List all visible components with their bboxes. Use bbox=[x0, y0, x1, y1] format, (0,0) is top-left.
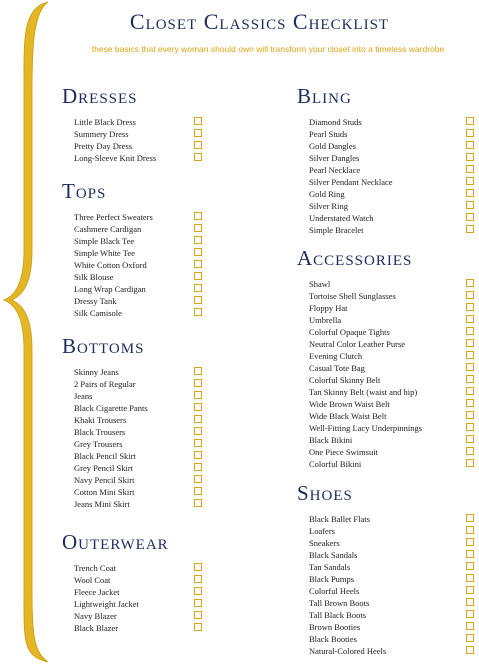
section-outerwear bbox=[62, 529, 169, 634]
checkbox[interactable] bbox=[466, 189, 474, 197]
checklist-item-label: Gold Ring bbox=[309, 189, 345, 199]
checkbox[interactable] bbox=[194, 499, 202, 507]
checkbox[interactable] bbox=[194, 415, 202, 423]
checkbox[interactable] bbox=[466, 315, 474, 323]
page-title: Closet Classics Checklist bbox=[129, 9, 390, 34]
checkbox[interactable] bbox=[466, 339, 474, 347]
checklist-item bbox=[62, 152, 156, 164]
checkbox[interactable] bbox=[466, 153, 474, 161]
checklist-item-label: Summery Dress bbox=[74, 129, 129, 139]
checklist-item bbox=[62, 366, 148, 378]
checklist-item-label: Fleece Jacket bbox=[74, 587, 120, 597]
checkbox[interactable] bbox=[466, 622, 474, 630]
checklist-item bbox=[297, 128, 393, 140]
checklist-item-label: Pretty Day Dress bbox=[74, 141, 133, 151]
checkbox[interactable] bbox=[466, 201, 474, 209]
checkbox[interactable] bbox=[466, 225, 474, 233]
checklist-item-label: White Cotton Oxford bbox=[74, 260, 147, 270]
checklist-item bbox=[62, 438, 148, 450]
checklist-item bbox=[62, 211, 153, 223]
checklist-item bbox=[62, 426, 148, 438]
checklist-item bbox=[62, 295, 153, 307]
checkbox[interactable] bbox=[194, 451, 202, 459]
checkbox[interactable] bbox=[466, 574, 474, 582]
checklist-item-label: Tall Black Boots bbox=[309, 610, 367, 620]
section-title-bottoms: Bottoms bbox=[62, 334, 145, 358]
checklist-item bbox=[297, 278, 422, 290]
checklist-item-label: Black Pencil Skirt bbox=[74, 451, 136, 461]
checklist-item bbox=[297, 374, 422, 386]
checklist-item bbox=[297, 398, 422, 410]
checkbox[interactable] bbox=[466, 447, 474, 455]
checkbox[interactable] bbox=[194, 236, 202, 244]
checklist-item bbox=[62, 474, 148, 486]
checklist-item-label: Three Perfect Sweaters bbox=[74, 212, 153, 222]
checklist-item-label: Brown Booties bbox=[309, 622, 361, 632]
checklist-item-label: Black Ballet Flats bbox=[309, 514, 370, 524]
checkbox[interactable] bbox=[194, 153, 202, 161]
checklist-item bbox=[297, 645, 386, 657]
checkbox[interactable] bbox=[466, 423, 474, 431]
checklist-item-label: Gold Dangles bbox=[309, 141, 356, 151]
checklist-item-label: Tortoise Shell Sunglasses bbox=[309, 291, 396, 301]
checklist-item bbox=[297, 458, 422, 470]
checkbox[interactable] bbox=[466, 646, 474, 654]
checklist-item-label: Black Sandals bbox=[309, 550, 358, 560]
checklist-item bbox=[297, 422, 422, 434]
checkbox[interactable] bbox=[194, 212, 202, 220]
checklist-item bbox=[62, 598, 169, 610]
checkbox[interactable] bbox=[466, 213, 474, 221]
checklist-item-label: Colorful Bikini bbox=[309, 459, 362, 469]
section-title-accessories: Accessories bbox=[297, 246, 413, 270]
checklist-item bbox=[62, 235, 153, 247]
checkbox[interactable] bbox=[466, 165, 474, 173]
checkbox[interactable] bbox=[194, 224, 202, 232]
checklist-item-label: Cotton Mini Skirt bbox=[74, 487, 135, 497]
checklist-item bbox=[62, 390, 148, 402]
section-title-tops: Tops bbox=[62, 179, 107, 203]
checklist-item bbox=[62, 486, 148, 498]
checkbox[interactable] bbox=[466, 141, 474, 149]
checklist-item bbox=[62, 307, 153, 319]
checklist-item-label: Silver Pendant Necklace bbox=[309, 177, 393, 187]
checklist-item-label: Casual Tote Bag bbox=[309, 363, 365, 373]
section-dresses bbox=[62, 83, 156, 164]
checklist-item-label: Wool Coat bbox=[74, 575, 111, 585]
checkbox[interactable] bbox=[466, 327, 474, 335]
checklist-item bbox=[297, 537, 386, 549]
checklist-item bbox=[297, 633, 386, 645]
checklist-item-label: Tan Sandals bbox=[309, 562, 351, 572]
checklist-item bbox=[297, 609, 386, 621]
checklist-item bbox=[62, 402, 148, 414]
checkbox[interactable] bbox=[194, 599, 202, 607]
checkbox[interactable] bbox=[194, 308, 202, 316]
checklist-item-label: Little Black Dress bbox=[74, 117, 136, 127]
checkbox[interactable] bbox=[466, 538, 474, 546]
checklist-bottoms bbox=[62, 366, 148, 510]
checklist-item-label: Black Blazer bbox=[74, 623, 119, 633]
checklist-item bbox=[297, 446, 422, 458]
checklist-dresses bbox=[62, 116, 156, 164]
checklist-item bbox=[62, 259, 153, 271]
section-accessories bbox=[297, 245, 422, 470]
checklist-item-label: Simple White Tee bbox=[74, 248, 135, 258]
checklist-item-label: Khaki Trousers bbox=[74, 415, 127, 425]
checkbox[interactable] bbox=[466, 177, 474, 185]
checklist-item bbox=[62, 562, 169, 574]
checklist-item-label: Colorful Skinny Belt bbox=[309, 375, 381, 385]
checklist-item bbox=[297, 525, 386, 537]
checkbox[interactable] bbox=[194, 611, 202, 619]
checkbox[interactable] bbox=[466, 411, 474, 419]
checklist-item bbox=[297, 573, 386, 585]
checklist-item-label: Natural-Colored Heels bbox=[309, 646, 387, 656]
section-bling bbox=[297, 83, 393, 236]
checklist-item bbox=[297, 362, 422, 374]
decorative-brace bbox=[0, 0, 60, 664]
checklist-item bbox=[297, 314, 422, 326]
checklist-item-label: Grey Trousers bbox=[74, 439, 123, 449]
checklist-item bbox=[62, 271, 153, 283]
checkbox[interactable] bbox=[466, 598, 474, 606]
checklist-item-label: Silk Camisole bbox=[74, 308, 122, 318]
checklist-shoes bbox=[297, 513, 386, 657]
checkbox[interactable] bbox=[194, 487, 202, 495]
checklist-item-label: Simple Bracelet bbox=[309, 225, 364, 235]
checkbox[interactable] bbox=[466, 129, 474, 137]
checklist-item-label: Understated Watch bbox=[309, 213, 374, 223]
checklist-item bbox=[62, 140, 156, 152]
checklist-item bbox=[297, 290, 422, 302]
checklist-item bbox=[297, 152, 393, 164]
checklist-item bbox=[297, 513, 386, 525]
checkbox[interactable] bbox=[194, 439, 202, 447]
checkbox[interactable] bbox=[466, 387, 474, 395]
checkbox[interactable] bbox=[194, 284, 202, 292]
checklist-item bbox=[297, 386, 422, 398]
checklist-item-label: Simple Black Tee bbox=[74, 236, 135, 246]
checklist-item-label: Wide Black Waist Belt bbox=[309, 411, 387, 421]
checkbox[interactable] bbox=[194, 563, 202, 571]
checklist-item-label: Tall Brown Boots bbox=[309, 598, 370, 608]
checklist-item bbox=[297, 200, 393, 212]
checkbox[interactable] bbox=[194, 391, 202, 399]
checklist-item-label: Black Trousers bbox=[74, 427, 126, 437]
checklist-item-label: Cashmere Cardigan bbox=[74, 224, 142, 234]
checklist-item bbox=[62, 414, 148, 426]
checklist-item-label: Navy Pencil Skirt bbox=[74, 475, 135, 485]
checklist-item bbox=[297, 188, 393, 200]
checkbox[interactable] bbox=[466, 291, 474, 299]
checkbox[interactable] bbox=[466, 610, 474, 618]
section-shoes bbox=[297, 480, 386, 657]
checklist-item bbox=[297, 140, 393, 152]
checklist-accessories bbox=[297, 278, 422, 470]
checkbox[interactable] bbox=[194, 129, 202, 137]
checkbox[interactable] bbox=[194, 117, 202, 125]
checklist-item bbox=[297, 585, 386, 597]
checkbox[interactable] bbox=[194, 248, 202, 256]
checklist-item bbox=[62, 574, 169, 586]
checklist-item-label: Silver Ring bbox=[309, 201, 348, 211]
checklist-item bbox=[297, 597, 386, 609]
checklist-tops bbox=[62, 211, 153, 319]
checkbox[interactable] bbox=[194, 427, 202, 435]
checklist-item bbox=[297, 164, 393, 176]
checklist-item bbox=[62, 622, 169, 634]
checklist-bling bbox=[297, 116, 393, 236]
checklist-item-label: Trench Coat bbox=[74, 563, 116, 573]
checklist-item bbox=[297, 176, 393, 188]
checklist-item-label: Sneakers bbox=[309, 538, 340, 548]
checklist-item-label: Long-Sleeve Knit Dress bbox=[74, 153, 157, 163]
checkbox[interactable] bbox=[466, 375, 474, 383]
checklist-item-label: Shawl bbox=[309, 279, 331, 289]
checkbox[interactable] bbox=[466, 634, 474, 642]
checklist-item-label: Jeans Mini Skirt bbox=[74, 499, 130, 509]
checkbox[interactable] bbox=[466, 514, 474, 522]
checklist-item bbox=[297, 224, 393, 236]
checkbox[interactable] bbox=[466, 399, 474, 407]
checklist-item bbox=[297, 212, 393, 224]
checklist-item bbox=[297, 561, 386, 573]
checklist-item bbox=[62, 283, 153, 295]
section-tops bbox=[62, 178, 153, 319]
checkbox[interactable] bbox=[466, 526, 474, 534]
checklist-item-label: One Piece Swimsuit bbox=[309, 447, 378, 457]
checklist-item-label: Dressy Tank bbox=[74, 296, 117, 306]
checklist-item-label: Lightweight Jacket bbox=[74, 599, 139, 609]
checklist-item bbox=[297, 302, 422, 314]
checklist-item-label: Tan Skinny Belt (waist and hip) bbox=[309, 387, 418, 397]
checklist-item-label: Colorful Opaque Tights bbox=[309, 327, 390, 337]
checkbox[interactable] bbox=[194, 575, 202, 583]
checkbox[interactable] bbox=[466, 363, 474, 371]
checklist-item-label: Silk Blouse bbox=[74, 272, 114, 282]
checklist-item-label: Umbrella bbox=[309, 315, 342, 325]
checklist-item bbox=[297, 350, 422, 362]
checkbox[interactable] bbox=[466, 435, 474, 443]
section-title-outerwear: Outerwear bbox=[62, 530, 169, 554]
checklist-item-label: Black Bikini bbox=[309, 435, 353, 445]
checkbox[interactable] bbox=[466, 351, 474, 359]
checklist-item bbox=[297, 549, 386, 561]
section-title-dresses: Dresses bbox=[62, 84, 138, 108]
checklist-item bbox=[62, 610, 169, 622]
section-bottoms bbox=[62, 333, 148, 510]
checkbox[interactable] bbox=[194, 272, 202, 280]
section-title-shoes: Shoes bbox=[297, 481, 353, 505]
checklist-item bbox=[297, 621, 386, 633]
checklist-item bbox=[62, 378, 148, 390]
checklist-item bbox=[297, 434, 422, 446]
checklist-item-label: Wide Brown Waist Belt bbox=[309, 399, 390, 409]
checklist-item-label: Skinny Jeans bbox=[74, 367, 119, 377]
checkbox[interactable] bbox=[194, 379, 202, 387]
checklist-item bbox=[297, 338, 422, 350]
checklist-item-label: Loafers bbox=[309, 526, 335, 536]
checklist-item-label: Evening Clutch bbox=[309, 351, 363, 361]
checkbox[interactable] bbox=[194, 296, 202, 304]
checklist-item-label: Navy Blazer bbox=[74, 611, 117, 621]
checkbox[interactable] bbox=[194, 260, 202, 268]
checkbox[interactable] bbox=[194, 141, 202, 149]
checklist-item-label: Neutral Color Leather Purse bbox=[309, 339, 406, 349]
checkbox[interactable] bbox=[466, 459, 474, 467]
checklist-item bbox=[62, 498, 148, 510]
checklist-item-label: Long Wrap Cardigan bbox=[74, 284, 146, 294]
checklist-item-label: Floppy Hat bbox=[309, 303, 348, 313]
section-title-bling: Bling bbox=[297, 84, 352, 108]
checkbox[interactable] bbox=[194, 367, 202, 375]
checklist-item-label: Black Cigarette Pants bbox=[74, 403, 148, 413]
checkbox[interactable] bbox=[466, 586, 474, 594]
checkbox[interactable] bbox=[466, 550, 474, 558]
checklist-item-label: Black Pumps bbox=[309, 574, 355, 584]
checklist-item-label: Colorful Heels bbox=[309, 586, 360, 596]
checkbox[interactable] bbox=[194, 475, 202, 483]
checklist-item bbox=[297, 326, 422, 338]
checklist-item-label: Black Booties bbox=[309, 634, 357, 644]
checklist-item bbox=[297, 410, 422, 422]
checkbox[interactable] bbox=[194, 403, 202, 411]
checklist-item bbox=[62, 223, 153, 235]
checklist-outerwear bbox=[62, 562, 169, 634]
checklist-item bbox=[62, 116, 156, 128]
checklist-item-label: Pearl Necklace bbox=[309, 165, 361, 175]
checkbox[interactable] bbox=[466, 279, 474, 287]
checkbox[interactable] bbox=[194, 463, 202, 471]
page-subtitle: these basics that every woman should own will transform your closet into a timeless wardrobe bbox=[91, 44, 445, 54]
checkbox[interactable] bbox=[466, 303, 474, 311]
checkbox[interactable] bbox=[466, 562, 474, 570]
checklist-item-label: Grey Pencil Skirt bbox=[74, 463, 134, 473]
checklist-item bbox=[62, 247, 153, 259]
checklist-item bbox=[297, 116, 393, 128]
checklist-item-label: Diamond Studs bbox=[309, 117, 362, 127]
checklist-item-label: Pearl Studs bbox=[309, 129, 348, 139]
checklist-item bbox=[62, 462, 148, 474]
checkbox[interactable] bbox=[194, 623, 202, 631]
checklist-item bbox=[62, 450, 148, 462]
checklist-item bbox=[62, 128, 156, 140]
checkbox[interactable] bbox=[466, 117, 474, 125]
checklist-item bbox=[62, 586, 169, 598]
checklist-item-label: Jeans bbox=[74, 391, 93, 401]
checklist-item-label: Well-Fitting Lacy Underpinnings bbox=[309, 423, 423, 433]
checkbox[interactable] bbox=[194, 587, 202, 595]
checklist-item-label: 2 Pairs of Regular bbox=[74, 379, 136, 389]
checklist-item-label: Silver Dangles bbox=[309, 153, 360, 163]
